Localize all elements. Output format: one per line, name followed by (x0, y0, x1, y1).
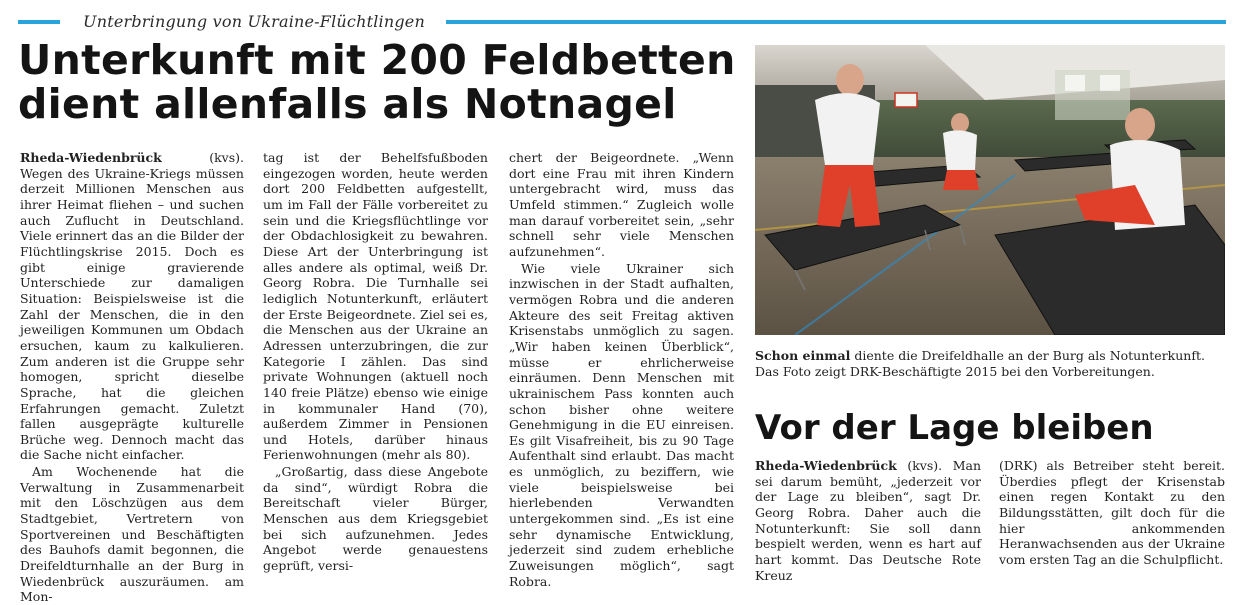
article-paragraph: „Großartig, dass diese Angebote da sind“, würdigt Robra die Bereitschaft vieler Bürger, Menschen aus dem Kriegsgebiet bei sich aufzunehmen. Jedes Angebot werde genauestens geprüft, versi- (263, 464, 488, 574)
sidebar-paragraph: (DRK) als Betreiber steht bereit. Überdies pflegt der Krisenstab einen regen Kontakt zu den Bildungsstätten, gilt doch für die hier ankommenden Heranwachsenden aus der Ukraine vom ersten Tag an die Schulpflicht. (999, 458, 1225, 567)
sidebar-column-1 (755, 458, 981, 583)
article-column-2 (263, 150, 488, 574)
headline-line-1: Unterkunft mit 200 Feldbetten (18, 36, 736, 84)
article-paragraph: Am Wochenende hat die Verwaltung in Zusammenarbeit mit den Löschzügen aus dem Stadtgebiet, Vertretern von Sportvereinen und Beschäftigten des Bauhofs damit begonnen, die Dreifeldturnhalle an der Burg in Wiedenbrück auszuräumen. am Mon- (20, 464, 244, 605)
article-text: (kvs). Wegen des Ukraine-Kriegs müssen derzeit Millionen Menschen aus ihrer Heimat fliehen – und suchen auch Zuflucht in Deutschland. Viele erinnert das an die Bilder der Flüchtlingskrise 2015. Doch es gibt einige gravierende Unterschiede zur damaligen Situation: Beispielsweise ist die Zahl der Menschen, die in den jeweiligen Kommunen um Obdach ersuchen, kaum zu kalkulieren. Zum anderen ist die Gruppe sehr homogen, spricht dieselbe Sprache, hat die gleichen Erfahrungen gemacht. Zuletzt fallen ausgeprägte kulturelle Brüche weg. Dennoch macht das die Sache nicht einfacher. (20, 150, 245, 463)
dateline: Rheda-Wiedenbrück (20, 150, 162, 165)
article-photo (755, 45, 1225, 335)
article-column-1 (20, 150, 244, 605)
sidebar-title: Vor der Lage bleiben (755, 408, 1154, 448)
caption-text: diente die Dreifeldhalle an der Burg als Notunterkunft. Das Foto zeigt DRK-Beschäftigte 2015 bei den Vorbereitungen. (755, 348, 1205, 379)
kicker-rule-right (446, 20, 1226, 24)
kicker: Unterbringung von Ukraine-Flüchtlingen (83, 12, 425, 31)
article-paragraph (20, 150, 244, 463)
article-column-3 (509, 150, 734, 589)
article-paragraph: chert der Beigeordnete. „Wenn dort eine Frau mit ihren Kindern untergebracht wird, muss das Umfeld stimmen.“ Zugleich wolle man darauf vorbereitet sein, „sehr schnell sehr viele Menschen aufzunehmen“. (509, 150, 734, 259)
article-paragraph: Wie viele Ukrainer sich inzwischen in der Stadt aufhalten, vermögen Robra und die anderen Akteure des seit Freitag aktiven Krisenstabs unmöglich zu sagen. „Wir haben keinen Überblick“, müsse er ehrlicherweise einräumen. Denn Menschen mit ukrainischem Pass konnten auch schon bisher ohne weitere Genehmigung in die EU einreisen. Es gilt Visafreiheit, bis zu 90 Tage Aufenthalt sind erlaubt. Das macht es unmöglich, zu beziffern, wie viele beispielsweise bei hierlebenden Verwandten untergekommen sind. „Es ist eine sehr dynamische Entwicklung, jederzeit sind zudem erhebliche Zuweisungen möglich“, sagt Robra. (509, 260, 734, 589)
sidebar-dateline: Rheda-Wiedenbrück (755, 458, 897, 473)
article-paragraph: tag ist der Behelfsfußboden eingezogen worden, heute werden dort 200 Feldbetten aufgestellt, um im Fall der Fälle vorbereitet zu sein und die Kriegsflüchtlinge vor der Obdachlosigkeit zu bewahren. Diese Art der Unterbringung ist alles andere als optimal, weiß Dr. Georg Robra. Die Turnhalle sei lediglich Notunterkunft, erläutert der Erste Beigeordnete. Ziel sei es, die Menschen aus der Ukraine an Adressen unterzubringen, die zur Kategorie I zählen. Das sind private Wohnungen (aktuell noch 140 freie Plätze) ebenso wie einige in kommunaler Hand (70), außerdem Zimmer in Pensionen und Hotels, darüber hinaus Ferienwohnungen (mehr als 80). (263, 150, 488, 463)
sidebar-column-2 (999, 458, 1225, 568)
gym-cots-photo (755, 45, 1225, 335)
kicker-rule-left (18, 20, 60, 24)
headline (18, 38, 738, 126)
sidebar-paragraph (755, 458, 981, 583)
headline-line-2: dient allenfalls als Notnagel (18, 80, 677, 128)
sidebar-text: (kvs). Man sei darum bemüht, „jederzeit vor der Lage zu bleiben“, sagt Dr. Georg Robra. Daher auch die Notunterkunft: Sie soll dann bespielt werden, wenn es hart auf hart kommt. Das Deutsche Rote Kreuz (755, 458, 981, 583)
caption-lead: Schon einmal (755, 348, 851, 363)
photo-caption (755, 348, 1225, 380)
